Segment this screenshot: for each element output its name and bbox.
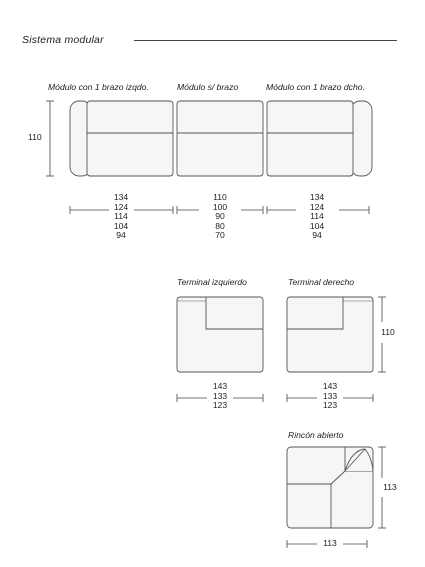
terminal-right-widths	[308, 382, 352, 411]
width-value: 134	[113, 192, 129, 202]
module-middle-widths	[198, 193, 242, 241]
terminal-right-label: Terminal derecho	[288, 277, 355, 287]
module-middle-label: Módulo s/ brazo	[177, 82, 239, 92]
corner-height-value: 113	[383, 482, 397, 492]
width-value: 70	[215, 230, 225, 241]
corner-shape	[287, 447, 373, 528]
width-value: 123	[322, 400, 338, 411]
module-height-value: 110	[28, 132, 42, 142]
width-value: 90	[215, 211, 225, 222]
terminal-left-widths	[198, 382, 242, 411]
corner-label: Rincón abierto	[288, 430, 344, 440]
module-middle-shape	[177, 101, 263, 176]
width-value: 100	[212, 201, 228, 212]
width-value: 133	[322, 390, 338, 401]
section-title: Sistema modular	[22, 34, 104, 46]
terminal-left-label: Terminal izquierdo	[177, 277, 247, 287]
width-value: 143	[322, 381, 338, 391]
width-value: 110	[213, 192, 227, 202]
width-value: 133	[212, 390, 228, 401]
module-right-shape	[267, 101, 372, 176]
width-value: 114	[114, 211, 128, 222]
module-right-widths	[295, 193, 339, 241]
width-value: 124	[113, 201, 129, 212]
module-right-label: Módulo con 1 brazo dcho.	[266, 82, 365, 92]
width-value: 123	[212, 400, 228, 411]
width-value: 134	[309, 192, 325, 202]
width-value: 104	[309, 220, 325, 231]
width-value: 114	[310, 211, 324, 222]
corner-width-value: 113	[323, 538, 337, 548]
module-left-shape	[70, 101, 173, 176]
width-value: 94	[312, 230, 322, 241]
width-value: 80	[215, 220, 225, 231]
width-value: 124	[309, 201, 325, 212]
module-left-label: Módulo con 1 brazo izqdo.	[48, 82, 149, 92]
terminal-right-shape	[287, 297, 373, 372]
width-value: 143	[212, 381, 228, 391]
module-left-widths	[99, 193, 143, 241]
width-value: 94	[116, 230, 126, 241]
terminal-height-value: 110	[381, 327, 395, 337]
width-value: 104	[113, 220, 129, 231]
terminal-left-shape	[177, 297, 263, 372]
